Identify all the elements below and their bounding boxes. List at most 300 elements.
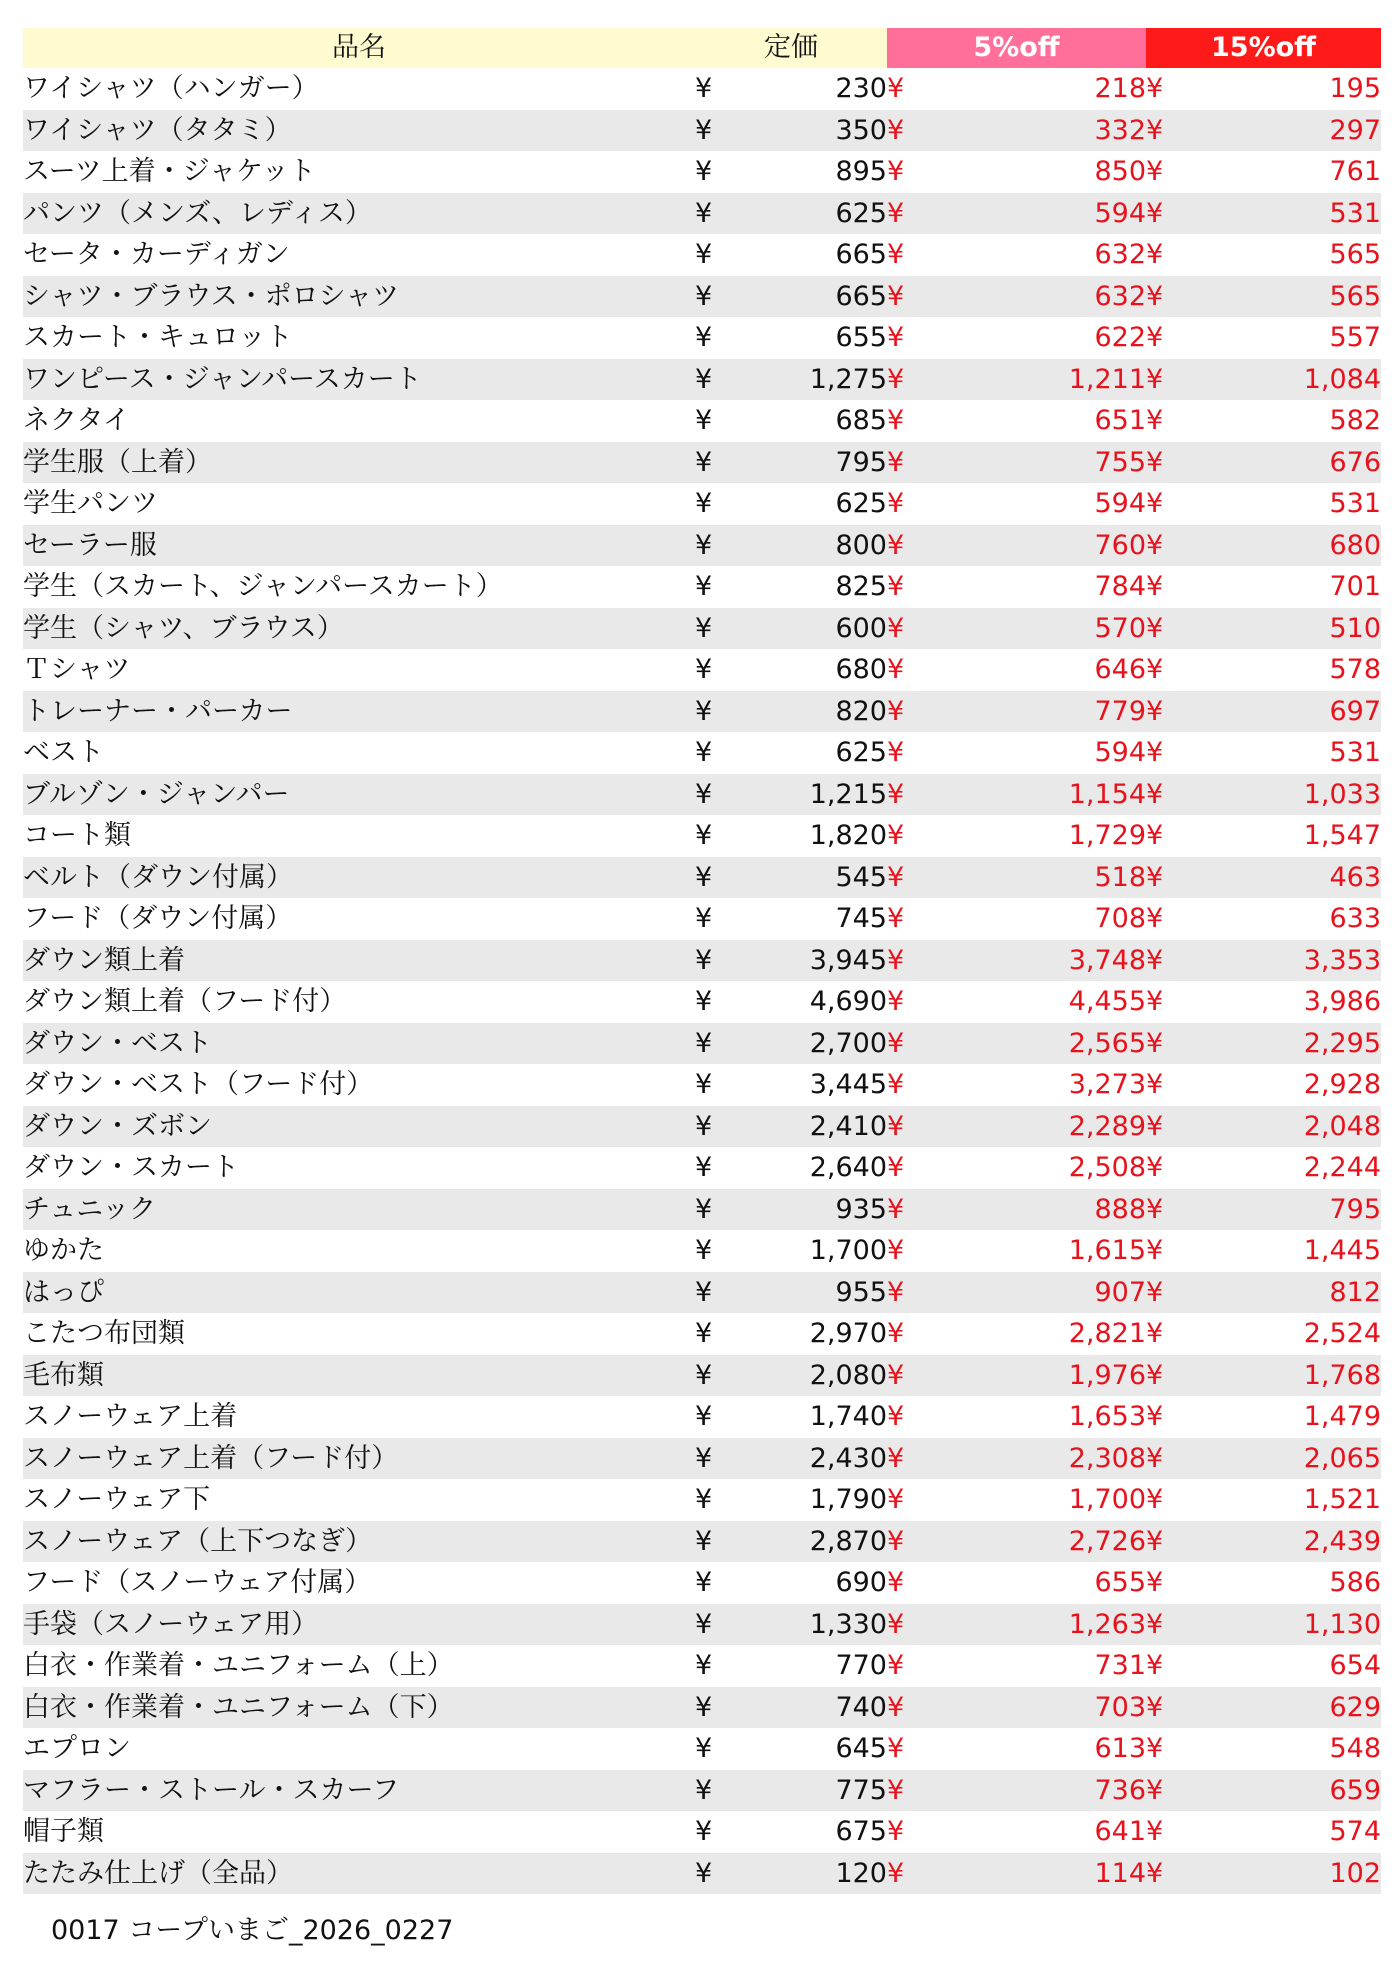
price-currency: ¥ [695,359,718,401]
off15-currency: ¥ [1146,1023,1184,1065]
off5-currency: ¥ [887,73,905,104]
price-15-off: 195 [1329,73,1382,104]
table-row [23,857,1381,899]
price-15-off: 297 [1184,110,1381,152]
off15-currency: ¥ [1146,1401,1164,1432]
price-15-off: 812 [1184,1272,1381,1314]
price-5-off: 907 [925,1272,1146,1314]
off5-currency: ¥ [887,193,925,235]
list-price: 800 [718,525,887,567]
off5-currency: ¥ [887,1853,925,1895]
price-15-off: 1,445 [1303,1235,1382,1266]
off15-currency: ¥ [1146,1318,1164,1349]
price-5-off: 703 [925,1687,1146,1729]
item-name: 学生服（上着） [23,442,695,484]
price-15-off: 1,479 [1303,1401,1382,1432]
price-5-off: 594 [925,193,1146,235]
price-currency: ¥ [695,1733,713,1764]
price-currency: ¥ [695,1770,718,1812]
off15-currency: ¥ [1146,940,1184,982]
price-5-off: 655 [1094,1567,1147,1598]
list-price: 935 [718,1189,887,1231]
price-currency: ¥ [695,405,713,436]
off5-currency: ¥ [887,857,925,899]
table-row [23,1811,1381,1853]
price-15-off: 633 [1329,903,1382,934]
off5-currency: ¥ [887,654,905,685]
off5-currency: ¥ [887,986,905,1017]
list-price: 3,945 [718,940,887,982]
list-price: 645 [835,1733,887,1764]
table-row [23,193,1381,235]
price-currency: ¥ [695,1318,713,1349]
price-5-off: 632 [1094,239,1147,270]
off15-currency: ¥ [1146,1816,1164,1847]
off5-currency: ¥ [887,1401,905,1432]
off15-currency: ¥ [1146,1567,1164,1598]
price-currency: ¥ [695,156,713,187]
table-row [23,1853,1381,1895]
price-currency: ¥ [695,1355,718,1397]
list-price: 2,080 [718,1355,887,1397]
off5-currency: ¥ [887,359,925,401]
off5-currency: ¥ [887,820,905,851]
price-5-off: 570 [925,608,1146,650]
price-currency: ¥ [695,1106,718,1148]
table-row [23,940,1381,982]
off5-currency: ¥ [887,525,925,567]
table-row [23,234,1381,276]
item-name: エプロン [23,1733,131,1764]
list-price: 2,430 [718,1438,887,1480]
off5-currency: ¥ [887,691,925,733]
list-price: 740 [718,1687,887,1729]
price-5-off: 736 [925,1770,1146,1812]
table-row [23,1147,1381,1189]
price-15-off: 1,033 [1184,774,1381,816]
price-currency: ¥ [695,1853,718,1895]
price-5-off: 3,748 [925,940,1146,982]
price-currency: ¥ [695,1401,713,1432]
list-price: 2,970 [809,1318,887,1349]
off15-currency: ¥ [1146,571,1164,602]
off15-currency: ¥ [1146,239,1164,270]
price-5-off: 114 [925,1853,1146,1895]
item-name: ダウン・スカート [23,1152,239,1183]
price-15-off: 531 [1329,488,1382,519]
off5-currency: ¥ [887,1484,905,1515]
price-currency: ¥ [695,691,718,733]
price-15-off: 654 [1329,1650,1382,1681]
table-row [23,815,1381,857]
price-15-off: 2,244 [1303,1152,1382,1183]
off15-currency: ¥ [1146,608,1184,650]
table-row [23,1106,1381,1148]
off5-currency: ¥ [887,322,905,353]
price-15-off: 1,547 [1303,820,1382,851]
price-5-off: 651 [1094,405,1147,436]
price-5-off: 708 [1094,903,1147,934]
price-15-off: 102 [1184,1853,1381,1895]
price-currency: ¥ [695,1484,713,1515]
off5-currency: ¥ [887,1272,925,1314]
item-name: トレーナー・パーカー [23,691,695,733]
list-price: 2,410 [718,1106,887,1148]
item-name: チュニック [23,1189,695,1231]
price-15-off: 1,521 [1303,1484,1382,1515]
price-5-off: 850 [1094,156,1147,187]
off5-currency: ¥ [887,1106,925,1148]
item-name: スーツ上着・ジャケット [23,156,316,187]
list-price: 120 [718,1853,887,1895]
item-name: スノーウェア下 [23,1484,211,1515]
table-row [23,317,1381,359]
item-name: ネクタイ [23,405,130,436]
off5-currency: ¥ [887,1650,905,1681]
price-15-off: 659 [1184,1770,1381,1812]
list-price: 2,870 [718,1521,887,1563]
price-15-off: 565 [1329,239,1382,270]
price-5-off: 2,289 [925,1106,1146,1148]
header-5-off: 5%off [887,28,1146,68]
list-price: 4,690 [809,986,887,1017]
price-currency: ¥ [695,1023,718,1065]
item-name: 学生（スカート、ジャンパースカート） [23,571,503,602]
off5-currency: ¥ [887,1189,925,1231]
list-price: 820 [718,691,887,733]
price-currency: ¥ [695,986,713,1017]
off15-currency: ¥ [1146,1521,1184,1563]
item-name: ダウン類上着 [23,940,695,982]
off15-currency: ¥ [1146,691,1184,733]
table-row [23,1770,1381,1812]
off15-currency: ¥ [1146,73,1164,104]
list-price: 680 [835,654,887,685]
list-price: 1,215 [718,774,887,816]
list-price: 1,820 [809,820,887,851]
price-15-off: 680 [1184,525,1381,567]
item-name: ワンピース・ジャンパースカート [23,359,695,401]
price-currency: ¥ [695,276,718,318]
list-price: 1,330 [718,1604,887,1646]
off5-currency: ¥ [887,940,925,982]
item-name: ブルゾン・ジャンパー [23,774,695,816]
table-row [23,442,1381,484]
table-row [23,1728,1381,1770]
off15-currency: ¥ [1146,1604,1184,1646]
off15-currency: ¥ [1146,525,1184,567]
off15-currency: ¥ [1146,1235,1164,1266]
item-name: たたみ仕上げ（全品） [23,1853,695,1895]
price-5-off: 755 [925,442,1146,484]
off15-currency: ¥ [1146,857,1184,899]
item-name: スノーウェア（上下つなぎ） [23,1521,695,1563]
price-5-off: 2,308 [925,1438,1146,1480]
off5-currency: ¥ [887,442,925,484]
price-15-off: 1,084 [1184,359,1381,401]
item-name: ダウン類上着（フード付） [23,986,347,1017]
item-name: スノーウェア上着 [23,1401,238,1432]
list-price: 625 [718,193,887,235]
list-price: 545 [718,857,887,899]
off15-currency: ¥ [1146,1069,1164,1100]
table-row [23,483,1381,525]
price-currency: ¥ [695,1567,713,1598]
off5-currency: ¥ [887,1567,905,1598]
item-name: ワイシャツ（タタミ） [23,110,695,152]
price-5-off: 3,273 [1068,1069,1147,1100]
list-price: 600 [718,608,887,650]
item-name: 毛布類 [23,1355,695,1397]
price-15-off: 697 [1184,691,1381,733]
item-name: 学生パンツ [23,488,158,519]
price-15-off: 463 [1184,857,1381,899]
price-currency: ¥ [695,820,713,851]
table-row [23,774,1381,816]
off5-currency: ¥ [887,774,925,816]
list-price: 685 [835,405,887,436]
off5-currency: ¥ [887,405,905,436]
item-name: セータ・カーディガン [23,239,290,270]
item-name: ダウン・ズボン [23,1106,695,1148]
off15-currency: ¥ [1146,1687,1184,1729]
header-name: 品名 [23,28,695,68]
table-row [23,151,1381,193]
off15-currency: ¥ [1146,737,1164,768]
table-row [23,68,1381,110]
price-15-off: 2,439 [1184,1521,1381,1563]
item-name: マフラー・ストール・スカーフ [23,1770,695,1812]
off5-currency: ¥ [887,1687,925,1729]
price-15-off: 701 [1329,571,1382,602]
off15-currency: ¥ [1146,156,1164,187]
price-15-off: 1,768 [1184,1355,1381,1397]
off15-currency: ¥ [1146,442,1184,484]
price-15-off: 3,986 [1303,986,1382,1017]
list-price: 665 [718,276,887,318]
price-15-off: 3,353 [1184,940,1381,982]
off5-currency: ¥ [887,1770,925,1812]
price-15-off: 531 [1329,737,1382,768]
table-row [23,1604,1381,1646]
off15-currency: ¥ [1146,1106,1184,1148]
price-15-off: 629 [1184,1687,1381,1729]
off5-currency: ¥ [887,276,925,318]
off5-currency: ¥ [887,1604,925,1646]
off15-currency: ¥ [1146,1272,1184,1314]
item-name: セーラー服 [23,525,695,567]
table-row [23,1064,1381,1106]
list-price: 625 [835,737,887,768]
table-row [23,1189,1381,1231]
off5-currency: ¥ [887,1733,905,1764]
price-5-off: 1,211 [925,359,1146,401]
item-name: ダウン・ベスト（フード付） [23,1069,374,1100]
price-5-off: 888 [925,1189,1146,1231]
off15-currency: ¥ [1146,1484,1164,1515]
price-15-off: 2,524 [1303,1318,1382,1349]
table-row [23,1438,1381,1480]
header-price: 定価 [695,28,887,68]
price-currency: ¥ [695,774,718,816]
off5-currency: ¥ [887,1318,905,1349]
off15-currency: ¥ [1146,1853,1184,1895]
item-name: ベスト [23,737,104,768]
price-currency: ¥ [695,1604,718,1646]
price-table [23,28,1381,1894]
table-row [23,1521,1381,1563]
price-currency: ¥ [695,903,713,934]
price-5-off: 1,653 [1068,1401,1147,1432]
price-15-off: 531 [1184,193,1381,235]
list-price: 775 [718,1770,887,1812]
list-price: 825 [835,571,887,602]
price-15-off: 586 [1329,1567,1382,1598]
off5-currency: ¥ [887,1235,905,1266]
table-row [23,732,1381,774]
table-body [23,68,1381,1894]
item-name: こたつ布団類 [23,1318,185,1349]
price-currency: ¥ [695,442,718,484]
price-5-off: 1,700 [1068,1484,1147,1515]
off15-currency: ¥ [1146,1355,1184,1397]
table-row [23,649,1381,691]
item-name: スノーウェア上着（フード付） [23,1438,695,1480]
off5-currency: ¥ [887,737,905,768]
table-row [23,1230,1381,1272]
price-currency: ¥ [695,1650,713,1681]
off5-currency: ¥ [887,110,925,152]
off5-currency: ¥ [887,1023,925,1065]
price-15-off: 2,928 [1303,1069,1382,1100]
list-price: 655 [835,322,887,353]
table-row [23,525,1381,567]
price-currency: ¥ [695,1438,718,1480]
list-price: 675 [835,1816,887,1847]
list-price: 745 [835,903,887,934]
item-name: はっぴ [23,1272,695,1314]
list-price: 2,640 [809,1152,887,1183]
list-price: 690 [835,1567,887,1598]
price-currency: ¥ [695,193,718,235]
item-name: ゆかた [23,1235,104,1266]
price-currency: ¥ [695,110,718,152]
list-price: 895 [835,156,887,187]
item-name: 手袋（スノーウェア用） [23,1604,695,1646]
price-5-off: 1,263 [925,1604,1146,1646]
table-row [23,1023,1381,1065]
price-currency: ¥ [695,1189,718,1231]
price-currency: ¥ [695,654,713,685]
item-name: コート類 [23,820,131,851]
price-currency: ¥ [695,1687,718,1729]
item-name: ベルト（ダウン付属） [23,857,695,899]
off5-currency: ¥ [887,1152,905,1183]
price-15-off: 578 [1329,654,1382,685]
off15-currency: ¥ [1146,1189,1184,1231]
price-currency: ¥ [695,525,718,567]
off5-currency: ¥ [887,1521,925,1563]
price-15-off: 548 [1329,1733,1382,1764]
off15-currency: ¥ [1146,359,1184,401]
price-5-off: 779 [925,691,1146,733]
price-5-off: 218 [1094,73,1147,104]
list-price: 770 [835,1650,887,1681]
price-currency: ¥ [695,1521,718,1563]
price-15-off: 2,295 [1184,1023,1381,1065]
off15-currency: ¥ [1146,1438,1184,1480]
table-row [23,1313,1381,1355]
table-row [23,1645,1381,1687]
item-name: 帽子類 [23,1816,104,1847]
price-currency: ¥ [695,737,713,768]
price-currency: ¥ [695,940,718,982]
off5-currency: ¥ [887,571,905,602]
list-price: 3,445 [809,1069,887,1100]
off5-currency: ¥ [887,1069,905,1100]
list-price: 795 [718,442,887,484]
price-5-off: 784 [1094,571,1147,602]
table-row [23,1479,1381,1521]
price-15-off: 676 [1184,442,1381,484]
price-5-off: 622 [1094,322,1147,353]
item-name: パンツ（メンズ、レディス） [23,193,695,235]
off5-currency: ¥ [887,1816,905,1847]
off5-currency: ¥ [887,488,905,519]
off15-currency: ¥ [1146,903,1164,934]
price-currency: ¥ [695,1152,713,1183]
off15-currency: ¥ [1146,322,1164,353]
price-5-off: 594 [1094,737,1147,768]
off15-currency: ¥ [1146,1650,1164,1681]
price-5-off: 1,729 [1068,820,1147,851]
price-5-off: 731 [1094,1650,1147,1681]
off15-currency: ¥ [1146,986,1164,1017]
table-row [23,1562,1381,1604]
price-15-off: 1,130 [1184,1604,1381,1646]
price-15-off: 565 [1184,276,1381,318]
off15-currency: ¥ [1146,1152,1164,1183]
price-5-off: 518 [925,857,1146,899]
table-row [23,1272,1381,1314]
price-15-off: 510 [1184,608,1381,650]
price-currency: ¥ [695,1069,713,1100]
footer-code: 0017 コープいまご_2026_0227 [51,1915,454,1946]
list-price: 350 [718,110,887,152]
item-name: 白衣・作業着・ユニフォーム（下） [23,1687,695,1729]
table-row [23,1396,1381,1438]
price-currency: ¥ [695,571,713,602]
price-5-off: 1,615 [1068,1235,1147,1266]
item-name: ダウン・ベスト [23,1023,695,1065]
table-row [23,691,1381,733]
list-price: 1,275 [718,359,887,401]
price-currency: ¥ [695,857,718,899]
price-currency: ¥ [695,1235,713,1266]
table-row [23,400,1381,442]
price-5-off: 1,154 [925,774,1146,816]
table-row [23,566,1381,608]
price-5-off: 594 [1094,488,1147,519]
off15-currency: ¥ [1146,488,1164,519]
price-5-off: 1,976 [925,1355,1146,1397]
list-price: 955 [718,1272,887,1314]
off15-currency: ¥ [1146,1733,1164,1764]
price-5-off: 632 [925,276,1146,318]
table-row [23,1355,1381,1397]
item-name: フード（ダウン付属） [23,903,293,934]
off5-currency: ¥ [887,239,905,270]
